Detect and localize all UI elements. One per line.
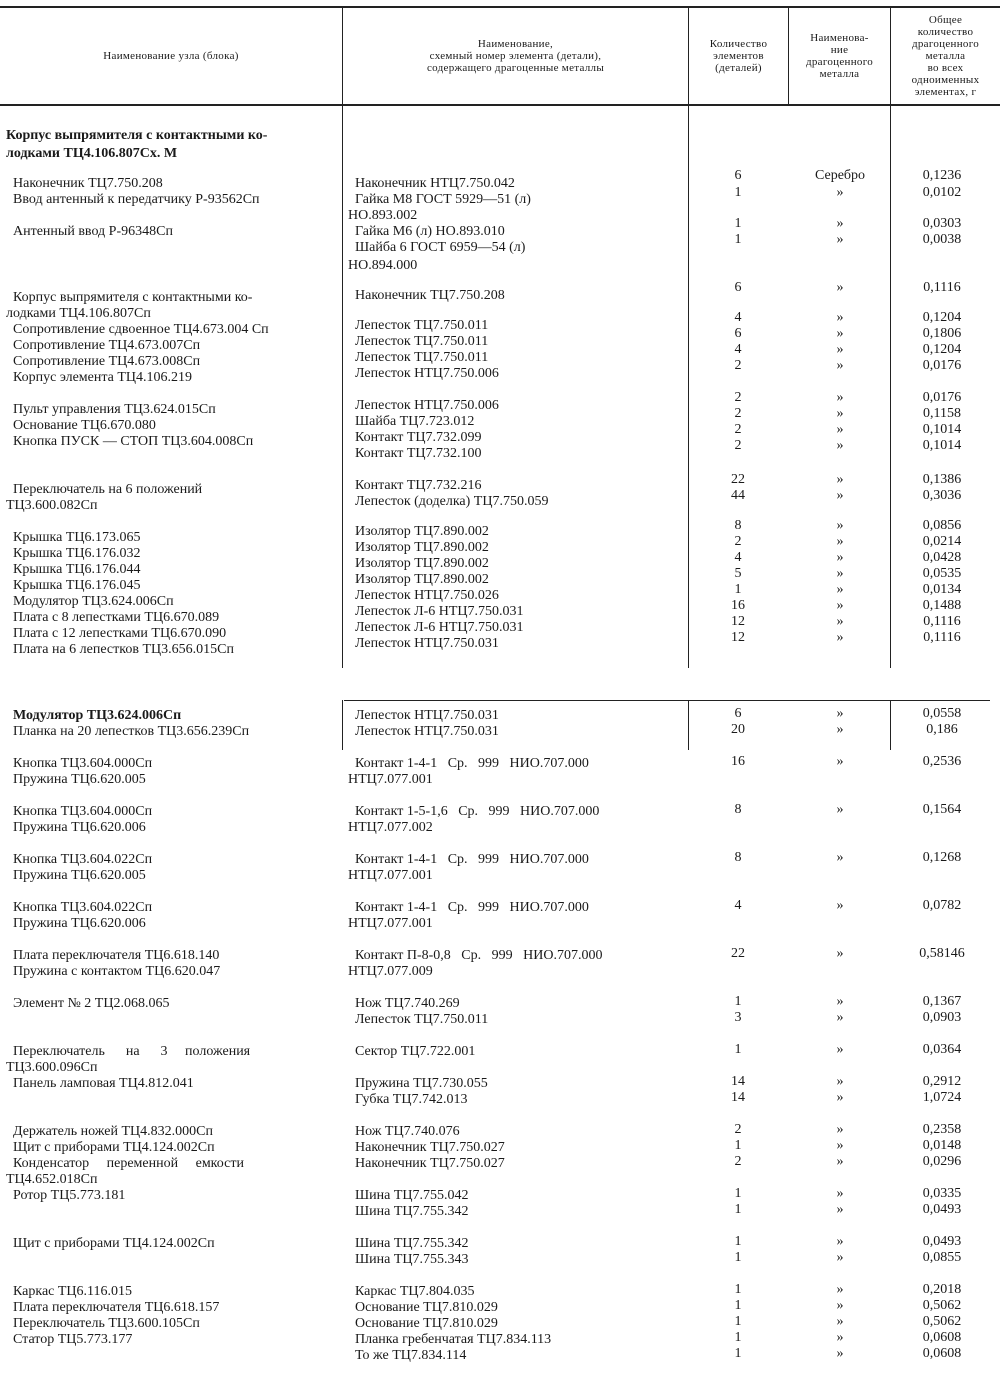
metal-name-cell: » <box>836 850 844 865</box>
quantity-cell: 1 <box>734 1282 742 1297</box>
metal-amount-cell: 0,1204 <box>922 342 962 357</box>
metal-name-cell: » <box>836 1010 844 1025</box>
element-name-cell: Наконечник НТЦ7.750.042 <box>348 176 515 191</box>
element-name-cell: Гайка М8 ГОСТ 5929—51 (л) <box>348 192 531 207</box>
node-name-cell: Сопротивление ТЦ4.673.008Сп <box>6 354 201 369</box>
metal-name-cell: » <box>836 326 844 341</box>
element-name-cell: Изолятор ТЦ7.890.002 <box>348 540 489 555</box>
quantity-cell: 22 <box>731 472 745 487</box>
node-name-cell: Пружина ТЦ6.620.006 <box>6 916 146 931</box>
quantity-cell: 8 <box>734 518 742 533</box>
metal-name-cell: » <box>836 406 844 421</box>
element-name-cell: Лепесток НТЦ7.750.026 <box>348 588 499 603</box>
metal-name-cell: » <box>836 280 844 295</box>
node-name-cell: Элемент № 2 ТЦ2.068.065 <box>6 996 170 1011</box>
node-name-cell: Модулятор ТЦ3.624.006Сп <box>6 594 174 609</box>
metal-amount-cell: 0,1488 <box>922 598 962 613</box>
metal-name-cell: » <box>836 534 844 549</box>
quantity-cell: 8 <box>734 802 742 817</box>
metal-name-cell: » <box>836 802 844 817</box>
quantity-cell: 2 <box>734 534 742 549</box>
metal-name-cell: » <box>836 994 844 1009</box>
node-name-cell: Крышка ТЦ6.176.032 <box>6 546 141 561</box>
element-name-cell: Планка гребенчатая ТЦ7.834.113 <box>348 1332 552 1347</box>
column-divider-2 <box>688 8 689 668</box>
node-name-cell: лодками ТЦ4.106.807Сх. М <box>6 146 178 161</box>
quantity-cell: 12 <box>731 630 745 645</box>
node-name-cell: Пружина ТЦ6.620.005 <box>6 772 146 787</box>
metal-name-cell: » <box>836 1314 844 1329</box>
metal-name-cell: » <box>836 232 844 247</box>
metal-amount-cell: 0,0493 <box>922 1234 962 1249</box>
quantity-cell: 44 <box>731 488 745 503</box>
node-name-cell: Пружина ТЦ6.620.006 <box>6 820 146 835</box>
element-name-cell: Шайба 6 ГОСТ 6959—54 (л) <box>348 240 526 255</box>
continuation-rule <box>344 700 990 701</box>
element-name-cell: Лепесток ТЦ7.750.011 <box>348 318 489 333</box>
node-name-cell: Переключатель на 6 положений <box>6 482 203 497</box>
metal-amount-cell: 0,58146 <box>919 946 965 961</box>
element-name-cell: Шина ТЦ7.755.042 <box>348 1188 469 1203</box>
node-name-cell: Основание ТЦ6.670.080 <box>6 418 156 433</box>
metal-name-cell: » <box>836 706 844 721</box>
element-name-cell: Каркас ТЦ7.804.035 <box>348 1284 475 1299</box>
quantity-cell: 1 <box>734 1314 742 1329</box>
element-name-cell: Лепесток НТЦ7.750.006 <box>348 398 499 413</box>
quantity-cell: 6 <box>734 168 742 183</box>
metal-amount-cell: 0,0176 <box>922 358 962 373</box>
quantity-cell: 2 <box>734 438 742 453</box>
element-name-cell: Нож ТЦ7.740.076 <box>348 1124 460 1139</box>
metal-amount-cell: 0,0856 <box>922 518 962 533</box>
metal-amount-cell: 0,0782 <box>922 898 962 913</box>
element-name-cell: Шайба ТЦ7.723.012 <box>348 414 475 429</box>
header-quantity: Количество элементов (деталей) <box>709 38 768 74</box>
node-name-cell: Держатель ножей ТЦ4.832.000Сп <box>6 1124 213 1139</box>
quantity-cell: 20 <box>731 722 745 737</box>
quantity-cell: 1 <box>734 1346 742 1361</box>
element-name-cell: НТЦ7.077.001 <box>348 868 433 883</box>
quantity-cell: 1 <box>734 216 742 231</box>
node-name-cell: Кнопка ТЦ3.604.000Сп <box>6 756 153 771</box>
metal-name-cell: » <box>836 1138 844 1153</box>
quantity-cell: 2 <box>734 1122 742 1137</box>
element-name-cell: То же ТЦ7.834.114 <box>348 1348 467 1363</box>
element-name-cell: НО.894.000 <box>348 258 418 273</box>
node-name-cell: Крышка ТЦ6.176.044 <box>6 562 141 577</box>
metal-amount-cell: 0,0176 <box>922 390 962 405</box>
node-name-cell: Корпус выпрямителя с контактными ко- <box>6 290 253 305</box>
metal-name-cell: » <box>836 342 844 357</box>
node-name-cell: Плата переключателя ТЦ6.618.157 <box>6 1300 220 1315</box>
element-name-cell: Контакт ТЦ7.732.216 <box>348 478 482 493</box>
metal-name-cell: » <box>836 1074 844 1089</box>
metal-amount-cell: 0,1116 <box>923 614 961 629</box>
metal-amount-cell: 0,1386 <box>922 472 962 487</box>
metal-name-cell: » <box>836 582 844 597</box>
node-name-cell: Корпус выпрямителя с контактными ко- <box>6 128 268 143</box>
metal-name-cell: » <box>836 566 844 581</box>
metal-amount-cell: 0,0335 <box>922 1186 962 1201</box>
element-name-cell: Шина ТЦ7.755.342 <box>348 1204 469 1219</box>
metal-name-cell: » <box>836 472 844 487</box>
metal-name-cell: » <box>836 614 844 629</box>
metal-name-cell: » <box>836 946 844 961</box>
metal-name-cell: » <box>836 1282 844 1297</box>
node-name-cell: Кнопка ТЦ3.604.000Сп <box>6 804 153 819</box>
quantity-cell: 1 <box>734 1138 742 1153</box>
quantity-cell: 2 <box>734 390 742 405</box>
quantity-cell: 1 <box>734 994 742 1009</box>
element-name-cell: Сектор ТЦ7.722.001 <box>348 1044 476 1059</box>
quantity-cell: 1 <box>734 1042 742 1057</box>
column-divider-4-lower <box>890 700 891 750</box>
element-name-cell: Контакт 1-4-1 Ср. 999 НИО.707.000 <box>348 852 589 867</box>
element-name-cell: Лепесток НТЦ7.750.031 <box>348 724 499 739</box>
quantity-cell: 1 <box>734 185 742 200</box>
quantity-cell: 1 <box>734 1298 742 1313</box>
quantity-cell: 4 <box>734 550 742 565</box>
element-name-cell: Лепесток Л-6 НТЦ7.750.031 <box>348 620 524 635</box>
column-divider-4 <box>890 8 891 668</box>
metal-amount-cell: 0,186 <box>926 722 958 737</box>
node-name-cell: Конденсатор переменной емкости <box>6 1156 244 1171</box>
element-name-cell: Гайка М6 (л) НО.893.010 <box>348 224 505 239</box>
metal-amount-cell: 0,0364 <box>922 1042 962 1057</box>
quantity-cell: 3 <box>734 1010 742 1025</box>
quantity-cell: 4 <box>734 898 742 913</box>
node-name-cell: Пружина ТЦ6.620.005 <box>6 868 146 883</box>
element-name-cell: Нож ТЦ7.740.269 <box>348 996 460 1011</box>
metal-amount-cell: 0,0038 <box>922 232 962 247</box>
node-name-cell: Плата переключателя ТЦ6.618.140 <box>6 948 220 963</box>
metal-name-cell: » <box>836 185 844 200</box>
metal-name-cell: » <box>836 1346 844 1361</box>
metal-name-cell: » <box>836 550 844 565</box>
quantity-cell: 14 <box>731 1090 745 1105</box>
quantity-cell: 12 <box>731 614 745 629</box>
column-divider-1 <box>342 8 343 668</box>
element-name-cell: НО.893.002 <box>348 208 418 223</box>
node-name-cell: Плата с 12 лепестками ТЦ6.670.090 <box>6 626 227 641</box>
metal-amount-cell: 0,1116 <box>923 630 961 645</box>
metal-name-cell: » <box>836 390 844 405</box>
element-name-cell: Контакт 1-5-1,6 Ср. 999 НИО.707.000 <box>348 804 600 819</box>
metal-amount-cell: 0,5062 <box>922 1314 962 1329</box>
metal-amount-cell: 0,1116 <box>923 280 961 295</box>
quantity-cell: 16 <box>731 598 745 613</box>
metal-name-cell: » <box>836 1090 844 1105</box>
header-total-metal: Общее количество драгоценного металла во всех одноименных элементах, г <box>911 14 980 98</box>
metal-amount-cell: 0,1158 <box>923 406 961 421</box>
node-name-cell: Каркас ТЦ6.116.015 <box>6 1284 133 1299</box>
element-name-cell: Губка ТЦ7.742.013 <box>348 1092 468 1107</box>
metal-name-cell: » <box>836 1042 844 1057</box>
metal-amount-cell: 0,3036 <box>922 488 962 503</box>
node-name-cell: Щит с приборами ТЦ4.124.002Сп <box>6 1236 215 1251</box>
metal-name-cell: » <box>836 1250 844 1265</box>
metal-amount-cell: 0,0102 <box>922 185 962 200</box>
element-name-cell: Лепесток ТЦ7.750.011 <box>348 1012 489 1027</box>
metal-amount-cell: 0,1268 <box>922 850 962 865</box>
metal-amount-cell: 0,0608 <box>922 1346 962 1361</box>
metal-name-cell: » <box>836 898 844 913</box>
metal-amount-cell: 0,0493 <box>922 1202 962 1217</box>
metal-amount-cell: 0,0134 <box>922 582 962 597</box>
header-metal-name: Наименова- ние драгоценного металла <box>805 32 874 80</box>
metal-amount-cell: 0,1204 <box>922 310 962 325</box>
metal-name-cell: » <box>836 1186 844 1201</box>
node-name-cell: Плата с 8 лепестками ТЦ6.670.089 <box>6 610 220 625</box>
element-name-cell: Наконечник ТЦ7.750.208 <box>348 288 505 303</box>
quantity-cell: 5 <box>734 566 742 581</box>
metal-amount-cell: 0,0903 <box>922 1010 962 1025</box>
metal-amount-cell: 0,0303 <box>922 216 962 231</box>
node-name-cell: Крышка ТЦ6.176.045 <box>6 578 141 593</box>
node-name-cell: Планка на 20 лепестков ТЦ3.656.239Сп <box>6 724 250 739</box>
node-name-cell: Статор ТЦ5.773.177 <box>6 1332 133 1347</box>
metal-name-cell: » <box>836 216 844 231</box>
node-name-cell: Ротор ТЦ5.773.181 <box>6 1188 126 1203</box>
metal-amount-cell: 0,2018 <box>922 1282 962 1297</box>
element-name-cell: Шина ТЦ7.755.343 <box>348 1252 469 1267</box>
metal-amount-cell: 0,5062 <box>922 1298 962 1313</box>
quantity-cell: 1 <box>734 1234 742 1249</box>
metal-amount-cell: 0,1367 <box>922 994 962 1009</box>
element-name-cell: Контакт П-8-0,8 Ср. 999 НИО.707.000 <box>348 948 603 963</box>
element-name-cell: Шина ТЦ7.755.342 <box>348 1236 469 1251</box>
quantity-cell: 2 <box>734 422 742 437</box>
element-name-cell: Основание ТЦ7.810.029 <box>348 1300 498 1315</box>
metal-name-cell: » <box>836 598 844 613</box>
node-name-cell: Ввод антенный к передатчику Р-93562Сп <box>6 192 260 207</box>
element-name-cell: Лепесток ТЦ7.750.011 <box>348 350 489 365</box>
node-name-cell: Сопротивление ТЦ4.673.007Сп <box>6 338 201 353</box>
element-name-cell: Контакт 1-4-1 Ср. 999 НИО.707.000 <box>348 756 589 771</box>
metal-name-cell: » <box>836 422 844 437</box>
node-name-cell: Кнопка ТЦ3.604.022Сп <box>6 900 153 915</box>
metal-name-cell: » <box>836 1122 844 1137</box>
element-name-cell: НТЦ7.077.002 <box>348 820 433 835</box>
metal-amount-cell: 0,0296 <box>922 1154 962 1169</box>
metal-amount-cell: 0,0428 <box>922 550 962 565</box>
quantity-cell: 1 <box>734 1250 742 1265</box>
node-name-cell: Пружина с контактом ТЦ6.620.047 <box>6 964 221 979</box>
node-name-cell: Пульт управления ТЦ3.624.015Сп <box>6 402 216 417</box>
metal-name-cell: » <box>836 1330 844 1345</box>
quantity-cell: 1 <box>734 1330 742 1345</box>
metal-name-cell: » <box>836 722 844 737</box>
quantity-cell: 1 <box>734 582 742 597</box>
quantity-cell: 1 <box>734 232 742 247</box>
metal-amount-cell: 0,2536 <box>922 754 962 769</box>
node-name-cell: Модулятор ТЦ3.624.006Сп <box>6 708 182 723</box>
quantity-cell: 6 <box>734 280 742 295</box>
node-name-cell: Кнопка ПУСК — СТОП ТЦ3.604.008Сп <box>6 434 254 449</box>
node-name-cell: Наконечник ТЦ7.750.208 <box>6 176 163 191</box>
quantity-cell: 2 <box>734 1154 742 1169</box>
metal-name-cell: » <box>836 630 844 645</box>
node-name-cell: ТЦ4.652.018Сп <box>6 1172 98 1187</box>
metal-amount-cell: 0,2358 <box>922 1122 962 1137</box>
node-name-cell: ТЦ3.600.096Сп <box>6 1060 98 1075</box>
metal-name-cell: » <box>836 518 844 533</box>
element-name-cell: НТЦ7.077.001 <box>348 772 433 787</box>
element-name-cell: Лепесток НТЦ7.750.006 <box>348 366 499 381</box>
quantity-cell: 14 <box>731 1074 745 1089</box>
quantity-cell: 4 <box>734 342 742 357</box>
metal-amount-cell: 0,0535 <box>922 566 962 581</box>
quantity-cell: 1 <box>734 1186 742 1201</box>
element-name-cell: Контакт ТЦ7.732.100 <box>348 446 482 461</box>
quantity-cell: 2 <box>734 406 742 421</box>
column-divider-1-lower <box>342 700 343 750</box>
element-name-cell: Изолятор ТЦ7.890.002 <box>348 556 489 571</box>
element-name-cell: Лепесток ТЦ7.750.011 <box>348 334 489 349</box>
metal-name-cell: Серебро <box>814 168 866 183</box>
node-name-cell: Переключатель на 3 положения <box>6 1044 251 1059</box>
node-name-cell: Корпус элемента ТЦ4.106.219 <box>6 370 193 385</box>
metal-amount-cell: 0,1806 <box>922 326 962 341</box>
metal-name-cell: » <box>836 1298 844 1313</box>
element-name-cell: Изолятор ТЦ7.890.002 <box>348 524 489 539</box>
quantity-cell: 6 <box>734 706 742 721</box>
node-name-cell: лодками ТЦ4.106.807Сп <box>6 306 151 321</box>
element-name-cell: Наконечник ТЦ7.750.027 <box>348 1140 505 1155</box>
element-name-cell: Контакт 1-4-1 Ср. 999 НИО.707.000 <box>348 900 589 915</box>
quantity-cell: 16 <box>731 754 745 769</box>
element-name-cell: Лепесток (доделка) ТЦ7.750.059 <box>348 494 549 509</box>
metal-amount-cell: 0,0148 <box>922 1138 962 1153</box>
metal-name-cell: » <box>836 1234 844 1249</box>
metal-amount-cell: 0,1014 <box>922 422 962 437</box>
quantity-cell: 4 <box>734 310 742 325</box>
element-name-cell: Изолятор ТЦ7.890.002 <box>348 572 489 587</box>
node-name-cell: Крышка ТЦ6.173.065 <box>6 530 141 545</box>
metal-amount-cell: 1,0724 <box>922 1090 962 1105</box>
metal-amount-cell: 0,0558 <box>922 706 962 721</box>
header-bottom-rule <box>0 104 1000 106</box>
node-name-cell: Плата на 6 лепестков ТЦ3.656.015Сп <box>6 642 234 657</box>
quantity-cell: 22 <box>731 946 745 961</box>
element-name-cell: Лепесток НТЦ7.750.031 <box>348 636 499 651</box>
column-divider-2-lower <box>688 700 689 750</box>
quantity-cell: 6 <box>734 326 742 341</box>
node-name-cell: Кнопка ТЦ3.604.022Сп <box>6 852 153 867</box>
element-name-cell: Пружина ТЦ7.730.055 <box>348 1076 488 1091</box>
metal-name-cell: » <box>836 1154 844 1169</box>
metal-name-cell: » <box>836 310 844 325</box>
metal-name-cell: » <box>836 358 844 373</box>
element-name-cell: Основание ТЦ7.810.029 <box>348 1316 498 1331</box>
header-element-name: Наименование, схемный номер элемента (детали), содержащего драгоценные металлы <box>426 38 605 74</box>
metal-name-cell: » <box>836 488 844 503</box>
metal-amount-cell: 0,1564 <box>922 802 962 817</box>
header-node-name: Наименование узла (блока) <box>103 50 239 62</box>
node-name-cell: Переключатель ТЦ3.600.105Сп <box>6 1316 200 1331</box>
quantity-cell: 1 <box>734 1202 742 1217</box>
element-name-cell: Контакт ТЦ7.732.099 <box>348 430 482 445</box>
metal-name-cell: » <box>836 438 844 453</box>
node-name-cell: Щит с приборами ТЦ4.124.002Сп <box>6 1140 215 1155</box>
metal-amount-cell: 0,1236 <box>922 168 962 183</box>
node-name-cell: Сопротивление сдвоенное ТЦ4.673.004 Сп <box>6 322 269 337</box>
metal-name-cell: » <box>836 754 844 769</box>
quantity-cell: 2 <box>734 358 742 373</box>
node-name-cell: Антенный ввод Р-96348Сп <box>6 224 173 239</box>
metal-amount-cell: 0,2912 <box>922 1074 962 1089</box>
node-name-cell: Панель ламповая ТЦ4.812.041 <box>6 1076 194 1091</box>
element-name-cell: НТЦ7.077.001 <box>348 916 433 931</box>
element-name-cell: НТЦ7.077.009 <box>348 964 433 979</box>
metal-amount-cell: 0,1014 <box>922 438 962 453</box>
element-name-cell: Наконечник ТЦ7.750.027 <box>348 1156 505 1171</box>
element-name-cell: Лепесток НТЦ7.750.031 <box>348 708 499 723</box>
metal-amount-cell: 0,0608 <box>922 1330 962 1345</box>
node-name-cell: ТЦ3.600.082Сп <box>6 498 98 513</box>
quantity-cell: 8 <box>734 850 742 865</box>
metal-amount-cell: 0,0855 <box>922 1250 962 1265</box>
metal-name-cell: » <box>836 1202 844 1217</box>
element-name-cell: Лепесток Л-6 НТЦ7.750.031 <box>348 604 524 619</box>
metal-amount-cell: 0,0214 <box>922 534 962 549</box>
